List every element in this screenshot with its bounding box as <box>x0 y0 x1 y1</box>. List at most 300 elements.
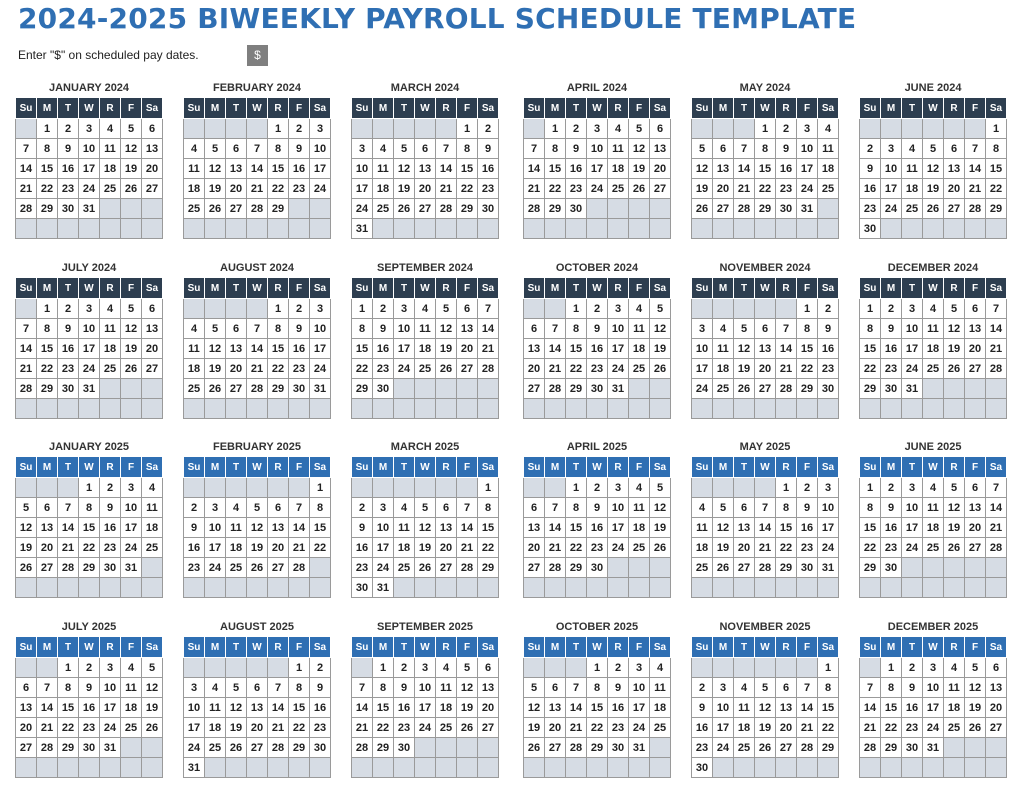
day-cell[interactable]: 4 <box>100 299 121 319</box>
day-cell[interactable]: 13 <box>457 319 478 339</box>
day-cell[interactable]: 15 <box>587 698 608 718</box>
day-cell[interactable]: 30 <box>587 379 608 399</box>
day-cell[interactable]: 22 <box>776 538 797 558</box>
day-cell[interactable]: 18 <box>121 698 142 718</box>
day-cell[interactable]: 3 <box>797 119 818 139</box>
day-cell[interactable]: 15 <box>860 518 881 538</box>
day-cell[interactable]: 8 <box>58 678 79 698</box>
day-cell[interactable]: 27 <box>142 359 163 379</box>
day-cell[interactable]: 30 <box>394 738 415 758</box>
day-cell[interactable]: 31 <box>121 558 142 578</box>
day-cell[interactable]: 18 <box>226 538 247 558</box>
day-cell[interactable]: 14 <box>734 159 755 179</box>
day-cell[interactable]: 6 <box>268 498 289 518</box>
day-cell[interactable]: 5 <box>205 319 226 339</box>
day-cell[interactable]: 7 <box>545 319 566 339</box>
day-cell[interactable]: 27 <box>965 359 986 379</box>
day-cell[interactable]: 17 <box>184 718 205 738</box>
day-cell[interactable]: 19 <box>965 698 986 718</box>
day-cell[interactable]: 6 <box>734 498 755 518</box>
day-cell[interactable]: 14 <box>524 159 545 179</box>
day-cell[interactable]: 3 <box>415 658 436 678</box>
day-cell[interactable]: 16 <box>58 339 79 359</box>
day-cell[interactable]: 8 <box>881 678 902 698</box>
day-cell[interactable]: 5 <box>965 658 986 678</box>
day-cell[interactable]: 25 <box>436 718 457 738</box>
day-cell[interactable]: 28 <box>16 379 37 399</box>
day-cell[interactable]: 31 <box>310 379 331 399</box>
day-cell[interactable]: 24 <box>608 538 629 558</box>
day-cell[interactable]: 1 <box>478 478 499 498</box>
day-cell[interactable]: 13 <box>226 339 247 359</box>
day-cell[interactable]: 11 <box>650 678 671 698</box>
day-cell[interactable]: 9 <box>289 319 310 339</box>
day-cell[interactable]: 11 <box>629 498 650 518</box>
day-cell[interactable]: 30 <box>881 379 902 399</box>
day-cell[interactable]: 8 <box>797 319 818 339</box>
day-cell[interactable]: 14 <box>247 159 268 179</box>
day-cell[interactable]: 24 <box>415 718 436 738</box>
day-cell[interactable]: 18 <box>713 359 734 379</box>
day-cell[interactable]: 25 <box>692 558 713 578</box>
day-cell[interactable]: 27 <box>524 379 545 399</box>
day-cell[interactable]: 24 <box>608 359 629 379</box>
day-cell[interactable]: 10 <box>923 678 944 698</box>
day-cell[interactable]: 19 <box>692 179 713 199</box>
day-cell[interactable]: 9 <box>58 139 79 159</box>
day-cell[interactable]: 24 <box>902 538 923 558</box>
day-cell[interactable]: 24 <box>310 179 331 199</box>
day-cell[interactable]: 2 <box>797 478 818 498</box>
day-cell[interactable]: 18 <box>142 518 163 538</box>
day-cell[interactable]: 8 <box>268 319 289 339</box>
day-cell[interactable]: 23 <box>289 179 310 199</box>
day-cell[interactable]: 17 <box>100 698 121 718</box>
day-cell[interactable]: 29 <box>79 558 100 578</box>
day-cell[interactable]: 12 <box>650 319 671 339</box>
day-cell[interactable]: 4 <box>436 658 457 678</box>
day-cell[interactable]: 10 <box>394 319 415 339</box>
day-cell[interactable]: 11 <box>734 698 755 718</box>
day-cell[interactable]: 5 <box>524 678 545 698</box>
day-cell[interactable]: 30 <box>902 738 923 758</box>
day-cell[interactable]: 14 <box>16 159 37 179</box>
day-cell[interactable]: 28 <box>566 738 587 758</box>
day-cell[interactable]: 21 <box>247 179 268 199</box>
day-cell[interactable]: 20 <box>16 718 37 738</box>
day-cell[interactable]: 5 <box>121 119 142 139</box>
day-cell[interactable]: 25 <box>923 538 944 558</box>
day-cell[interactable]: 14 <box>457 518 478 538</box>
day-cell[interactable]: 30 <box>352 578 373 598</box>
day-cell[interactable]: 12 <box>394 159 415 179</box>
day-cell[interactable]: 22 <box>457 179 478 199</box>
day-cell[interactable]: 5 <box>650 299 671 319</box>
day-cell[interactable]: 15 <box>289 698 310 718</box>
day-cell[interactable]: 9 <box>184 518 205 538</box>
day-cell[interactable]: 17 <box>923 698 944 718</box>
day-cell[interactable]: 10 <box>587 139 608 159</box>
day-cell[interactable]: 27 <box>142 179 163 199</box>
day-cell[interactable]: 13 <box>650 139 671 159</box>
day-cell[interactable]: 29 <box>457 199 478 219</box>
day-cell[interactable]: 7 <box>986 299 1007 319</box>
day-cell[interactable]: 2 <box>289 299 310 319</box>
day-cell[interactable]: 4 <box>923 299 944 319</box>
day-cell[interactable]: 12 <box>226 698 247 718</box>
day-cell[interactable]: 6 <box>755 319 776 339</box>
day-cell[interactable]: 3 <box>713 678 734 698</box>
day-cell[interactable]: 19 <box>121 159 142 179</box>
day-cell[interactable]: 23 <box>289 359 310 379</box>
day-cell[interactable]: 9 <box>352 518 373 538</box>
day-cell[interactable]: 15 <box>545 159 566 179</box>
day-cell[interactable]: 1 <box>860 299 881 319</box>
day-cell[interactable]: 6 <box>226 139 247 159</box>
day-cell[interactable]: 14 <box>436 159 457 179</box>
day-cell[interactable]: 14 <box>755 518 776 538</box>
day-cell[interactable]: 8 <box>79 498 100 518</box>
day-cell[interactable]: 3 <box>881 139 902 159</box>
day-cell[interactable]: 22 <box>881 718 902 738</box>
day-cell[interactable]: 12 <box>457 678 478 698</box>
day-cell[interactable]: 24 <box>881 199 902 219</box>
day-cell[interactable]: 23 <box>100 538 121 558</box>
day-cell[interactable]: 25 <box>818 179 839 199</box>
day-cell[interactable]: 3 <box>608 478 629 498</box>
day-cell[interactable]: 21 <box>457 538 478 558</box>
day-cell[interactable]: 29 <box>58 738 79 758</box>
day-cell[interactable]: 22 <box>310 538 331 558</box>
day-cell[interactable]: 13 <box>37 518 58 538</box>
day-cell[interactable]: 5 <box>734 319 755 339</box>
day-cell[interactable]: 20 <box>37 538 58 558</box>
day-cell[interactable]: 11 <box>713 339 734 359</box>
day-cell[interactable]: 11 <box>226 518 247 538</box>
day-cell[interactable]: 24 <box>587 179 608 199</box>
day-cell[interactable]: 25 <box>142 538 163 558</box>
day-cell[interactable]: 8 <box>373 678 394 698</box>
day-cell[interactable]: 28 <box>755 558 776 578</box>
day-cell[interactable]: 18 <box>629 339 650 359</box>
day-cell[interactable]: 14 <box>58 518 79 538</box>
day-cell[interactable]: 22 <box>818 718 839 738</box>
day-cell[interactable]: 19 <box>734 359 755 379</box>
day-cell[interactable]: 16 <box>902 698 923 718</box>
day-cell[interactable]: 11 <box>184 159 205 179</box>
day-cell[interactable]: 19 <box>226 718 247 738</box>
day-cell[interactable]: 25 <box>394 558 415 578</box>
day-cell[interactable]: 21 <box>289 538 310 558</box>
day-cell[interactable]: 12 <box>121 319 142 339</box>
day-cell[interactable]: 26 <box>226 738 247 758</box>
day-cell[interactable]: 10 <box>79 139 100 159</box>
day-cell[interactable]: 15 <box>37 159 58 179</box>
day-cell[interactable]: 29 <box>818 738 839 758</box>
day-cell[interactable]: 19 <box>457 698 478 718</box>
day-cell[interactable]: 26 <box>923 199 944 219</box>
day-cell[interactable]: 8 <box>566 319 587 339</box>
day-cell[interactable]: 28 <box>457 558 478 578</box>
day-cell[interactable]: 9 <box>881 319 902 339</box>
day-cell[interactable]: 4 <box>608 119 629 139</box>
day-cell[interactable]: 4 <box>629 478 650 498</box>
day-cell[interactable]: 22 <box>58 718 79 738</box>
day-cell[interactable]: 28 <box>352 738 373 758</box>
day-cell[interactable]: 15 <box>818 698 839 718</box>
day-cell[interactable]: 21 <box>755 538 776 558</box>
day-cell[interactable]: 6 <box>436 498 457 518</box>
day-cell[interactable]: 25 <box>629 538 650 558</box>
day-cell[interactable]: 6 <box>16 678 37 698</box>
day-cell[interactable]: 26 <box>650 538 671 558</box>
day-cell[interactable]: 16 <box>860 179 881 199</box>
day-cell[interactable]: 20 <box>776 718 797 738</box>
day-cell[interactable]: 27 <box>734 558 755 578</box>
day-cell[interactable]: 9 <box>818 319 839 339</box>
day-cell[interactable]: 15 <box>566 339 587 359</box>
day-cell[interactable]: 9 <box>478 139 499 159</box>
day-cell[interactable]: 26 <box>247 558 268 578</box>
day-cell[interactable]: 23 <box>587 359 608 379</box>
day-cell[interactable]: 19 <box>524 718 545 738</box>
day-cell[interactable]: 16 <box>373 339 394 359</box>
day-cell[interactable]: 9 <box>58 319 79 339</box>
day-cell[interactable]: 1 <box>860 478 881 498</box>
day-cell[interactable]: 9 <box>100 498 121 518</box>
day-cell[interactable]: 22 <box>268 179 289 199</box>
day-cell[interactable]: 19 <box>436 339 457 359</box>
day-cell[interactable]: 31 <box>629 738 650 758</box>
day-cell[interactable]: 26 <box>692 199 713 219</box>
day-cell[interactable]: 8 <box>37 319 58 339</box>
day-cell[interactable]: 2 <box>566 119 587 139</box>
day-cell[interactable]: 15 <box>776 518 797 538</box>
day-cell[interactable]: 4 <box>692 498 713 518</box>
day-cell[interactable]: 2 <box>184 498 205 518</box>
day-cell[interactable]: 13 <box>944 159 965 179</box>
day-cell[interactable]: 26 <box>415 558 436 578</box>
day-cell[interactable]: 15 <box>37 339 58 359</box>
day-cell[interactable]: 28 <box>776 379 797 399</box>
day-cell[interactable]: 24 <box>692 379 713 399</box>
day-cell[interactable]: 22 <box>79 538 100 558</box>
day-cell[interactable]: 11 <box>608 139 629 159</box>
day-cell[interactable]: 22 <box>860 538 881 558</box>
day-cell[interactable]: 8 <box>545 139 566 159</box>
day-cell[interactable]: 19 <box>650 518 671 538</box>
day-cell[interactable]: 27 <box>37 558 58 578</box>
day-cell[interactable]: 13 <box>755 339 776 359</box>
day-cell[interactable]: 2 <box>881 478 902 498</box>
day-cell[interactable]: 6 <box>650 119 671 139</box>
day-cell[interactable]: 1 <box>797 299 818 319</box>
day-cell[interactable]: 20 <box>247 718 268 738</box>
day-cell[interactable]: 30 <box>776 199 797 219</box>
day-cell[interactable]: 17 <box>352 179 373 199</box>
day-cell[interactable]: 29 <box>755 199 776 219</box>
day-cell[interactable]: 28 <box>734 199 755 219</box>
day-cell[interactable]: 14 <box>545 339 566 359</box>
day-cell[interactable]: 26 <box>394 199 415 219</box>
day-cell[interactable]: 10 <box>205 518 226 538</box>
day-cell[interactable]: 20 <box>986 698 1007 718</box>
day-cell[interactable]: 13 <box>478 678 499 698</box>
day-cell[interactable]: 21 <box>545 359 566 379</box>
day-cell[interactable]: 18 <box>902 179 923 199</box>
day-cell[interactable]: 22 <box>289 718 310 738</box>
day-cell[interactable]: 27 <box>415 199 436 219</box>
day-cell[interactable]: 7 <box>457 498 478 518</box>
day-cell[interactable]: 30 <box>797 558 818 578</box>
day-cell[interactable]: 21 <box>986 518 1007 538</box>
day-cell[interactable]: 16 <box>881 518 902 538</box>
day-cell[interactable]: 12 <box>734 339 755 359</box>
day-cell[interactable]: 25 <box>373 199 394 219</box>
day-cell[interactable]: 6 <box>524 319 545 339</box>
day-cell[interactable]: 1 <box>289 658 310 678</box>
day-cell[interactable]: 4 <box>100 119 121 139</box>
day-cell[interactable]: 8 <box>289 678 310 698</box>
day-cell[interactable]: 28 <box>860 738 881 758</box>
day-cell[interactable]: 30 <box>478 199 499 219</box>
day-cell[interactable]: 9 <box>881 498 902 518</box>
day-cell[interactable]: 2 <box>289 119 310 139</box>
day-cell[interactable]: 30 <box>566 199 587 219</box>
day-cell[interactable]: 25 <box>226 558 247 578</box>
day-cell[interactable]: 23 <box>608 718 629 738</box>
day-cell[interactable]: 3 <box>692 319 713 339</box>
day-cell[interactable]: 11 <box>692 518 713 538</box>
day-cell[interactable]: 30 <box>860 219 881 239</box>
day-cell[interactable]: 21 <box>16 179 37 199</box>
day-cell[interactable]: 12 <box>142 678 163 698</box>
day-cell[interactable]: 24 <box>923 718 944 738</box>
day-cell[interactable]: 19 <box>944 518 965 538</box>
day-cell[interactable]: 12 <box>650 498 671 518</box>
day-cell[interactable]: 12 <box>755 698 776 718</box>
day-cell[interactable]: 5 <box>755 678 776 698</box>
day-cell[interactable]: 1 <box>58 658 79 678</box>
day-cell[interactable]: 23 <box>373 359 394 379</box>
day-cell[interactable]: 13 <box>734 518 755 538</box>
day-cell[interactable]: 23 <box>776 179 797 199</box>
day-cell[interactable]: 17 <box>818 518 839 538</box>
day-cell[interactable]: 31 <box>352 219 373 239</box>
day-cell[interactable]: 4 <box>818 119 839 139</box>
day-cell[interactable]: 3 <box>923 658 944 678</box>
day-cell[interactable]: 26 <box>944 359 965 379</box>
day-cell[interactable]: 15 <box>986 159 1007 179</box>
day-cell[interactable]: 14 <box>16 339 37 359</box>
day-cell[interactable]: 14 <box>776 339 797 359</box>
day-cell[interactable]: 1 <box>268 299 289 319</box>
day-cell[interactable]: 2 <box>58 119 79 139</box>
day-cell[interactable]: 17 <box>692 359 713 379</box>
day-cell[interactable]: 13 <box>545 698 566 718</box>
day-cell[interactable]: 3 <box>79 119 100 139</box>
day-cell[interactable]: 3 <box>394 299 415 319</box>
day-cell[interactable]: 8 <box>310 498 331 518</box>
day-cell[interactable]: 10 <box>608 319 629 339</box>
day-cell[interactable]: 26 <box>142 718 163 738</box>
day-cell[interactable]: 1 <box>457 119 478 139</box>
day-cell[interactable]: 11 <box>923 498 944 518</box>
day-cell[interactable]: 1 <box>79 478 100 498</box>
day-cell[interactable]: 18 <box>184 359 205 379</box>
day-cell[interactable]: 30 <box>587 558 608 578</box>
day-cell[interactable]: 15 <box>457 159 478 179</box>
day-cell[interactable]: 1 <box>881 658 902 678</box>
day-cell[interactable]: 17 <box>881 179 902 199</box>
day-cell[interactable]: 5 <box>226 678 247 698</box>
day-cell[interactable]: 8 <box>860 319 881 339</box>
day-cell[interactable]: 29 <box>478 558 499 578</box>
day-cell[interactable]: 28 <box>797 738 818 758</box>
day-cell[interactable]: 5 <box>436 299 457 319</box>
day-cell[interactable]: 20 <box>226 359 247 379</box>
day-cell[interactable]: 26 <box>629 179 650 199</box>
day-cell[interactable]: 4 <box>184 139 205 159</box>
day-cell[interactable]: 27 <box>944 199 965 219</box>
day-cell[interactable]: 21 <box>860 718 881 738</box>
day-cell[interactable]: 12 <box>436 319 457 339</box>
day-cell[interactable]: 14 <box>268 698 289 718</box>
day-cell[interactable]: 2 <box>373 299 394 319</box>
day-cell[interactable]: 25 <box>629 359 650 379</box>
day-cell[interactable]: 16 <box>289 159 310 179</box>
day-cell[interactable]: 14 <box>965 159 986 179</box>
day-cell[interactable]: 28 <box>58 558 79 578</box>
day-cell[interactable]: 4 <box>373 139 394 159</box>
day-cell[interactable]: 2 <box>100 478 121 498</box>
day-cell[interactable]: 17 <box>902 518 923 538</box>
day-cell[interactable]: 23 <box>797 538 818 558</box>
day-cell[interactable]: 9 <box>902 678 923 698</box>
day-cell[interactable]: 1 <box>776 478 797 498</box>
day-cell[interactable]: 16 <box>566 159 587 179</box>
day-cell[interactable]: 28 <box>268 738 289 758</box>
day-cell[interactable]: 16 <box>58 159 79 179</box>
day-cell[interactable]: 27 <box>268 558 289 578</box>
day-cell[interactable]: 27 <box>965 538 986 558</box>
day-cell[interactable]: 24 <box>629 718 650 738</box>
day-cell[interactable]: 24 <box>394 359 415 379</box>
day-cell[interactable]: 27 <box>478 718 499 738</box>
day-cell[interactable]: 23 <box>478 179 499 199</box>
day-cell[interactable]: 16 <box>587 339 608 359</box>
day-cell[interactable]: 11 <box>394 518 415 538</box>
day-cell[interactable]: 16 <box>310 698 331 718</box>
day-cell[interactable]: 6 <box>37 498 58 518</box>
day-cell[interactable]: 28 <box>965 199 986 219</box>
day-cell[interactable]: 6 <box>524 498 545 518</box>
day-cell[interactable]: 1 <box>566 299 587 319</box>
day-cell[interactable]: 12 <box>629 139 650 159</box>
day-cell[interactable]: 2 <box>608 658 629 678</box>
day-cell[interactable]: 25 <box>734 738 755 758</box>
day-cell[interactable]: 22 <box>587 718 608 738</box>
day-cell[interactable]: 12 <box>205 339 226 359</box>
day-cell[interactable]: 14 <box>566 698 587 718</box>
day-cell[interactable]: 2 <box>692 678 713 698</box>
day-cell[interactable]: 17 <box>373 538 394 558</box>
day-cell[interactable]: 31 <box>79 199 100 219</box>
day-cell[interactable]: 12 <box>692 159 713 179</box>
day-cell[interactable]: 10 <box>79 319 100 339</box>
day-cell[interactable]: 10 <box>629 678 650 698</box>
day-cell[interactable]: 4 <box>184 319 205 339</box>
